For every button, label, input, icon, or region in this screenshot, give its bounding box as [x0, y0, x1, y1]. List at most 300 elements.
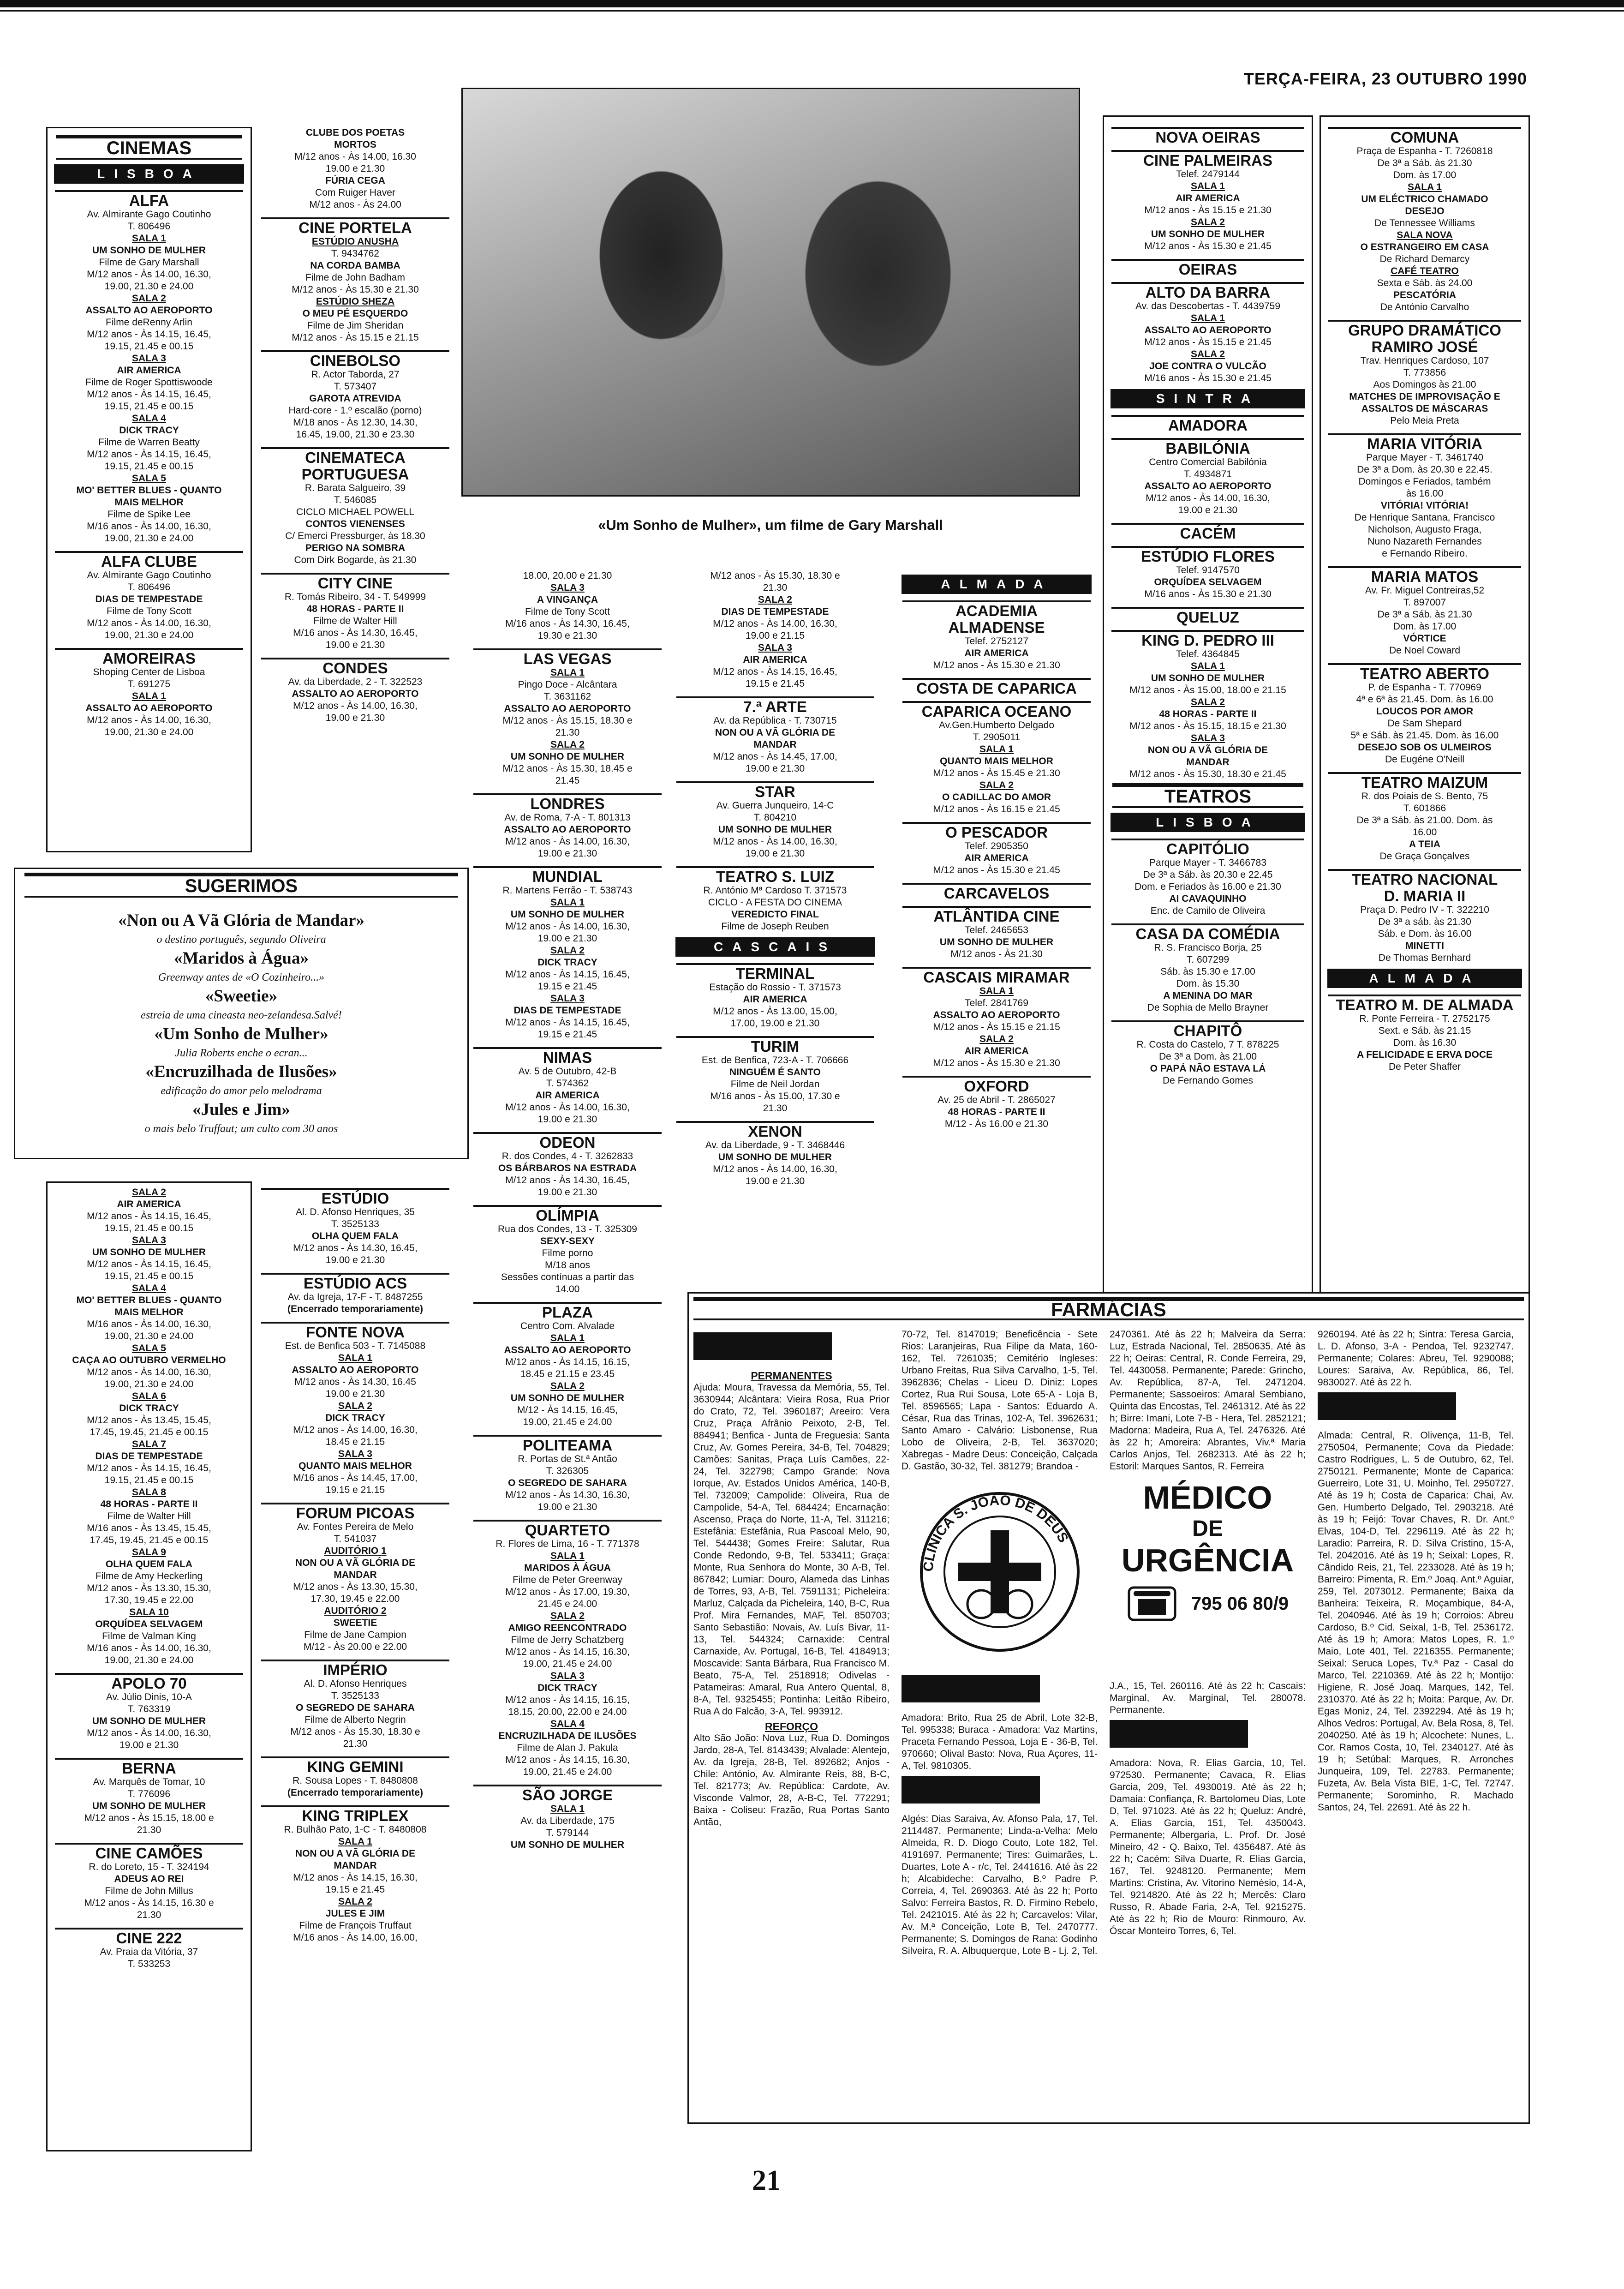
cinemas-column-3	[471, 570, 664, 2148]
listing-line: T. 574362	[546, 1078, 589, 1089]
room-label: SALA 3	[550, 993, 585, 1004]
show-title: MO' BETTER BLUES - QUANTO	[76, 1295, 222, 1306]
listing-line: T. 3525133	[331, 1219, 379, 1229]
listing-line: 14.00	[555, 1284, 580, 1294]
listing-line: 19.15, 21.45 e 00.15	[104, 1223, 194, 1234]
sugerimos-box	[14, 868, 469, 1159]
show-title: UM ELÉCTRICO CHAMADO	[1361, 194, 1488, 204]
listing-line: R. dos Poiais de S. Bento, 75	[1361, 791, 1488, 802]
listing-line: Sessões contínuas a partir das	[501, 1272, 634, 1282]
listing-line: Filme de Tony Scott	[525, 606, 610, 617]
show-title: AIR AMERICA	[117, 1199, 181, 1210]
listing-line: De Graça Gonçalves	[1379, 851, 1470, 862]
listing-line: M/12 anos - Às 14.30, 16.45	[294, 1377, 416, 1387]
pharmacy-text: 9260194. Até às 22 h; Sintra: Teresa Garcia, L. D. Afonso, 3-A - Pendoa, Tel. 9232747. Permanente; Colares: Abreu, Tel. 9290088; Loures: Saraiva, Av. República, 86, Tel. 9830027. Até às 22 h.	[1318, 1329, 1514, 1388]
listing-line: 18.45 e 21.15 e 23.45	[520, 1369, 615, 1379]
listing-line: Filme de Alberto Negrin	[304, 1714, 406, 1725]
listing-line: M/16 anos - Às 14.00, 16.30,	[87, 521, 211, 532]
pharmacy-text: Alto São João: Nova Luz, Rua D. Domingos Jardo, 28-A, Tel. 8143439; Alvalade: Alentejo, Av. da Igreja, 28-B, Tel. 892682; Anjos - Chile: António, Av. Almirante Reis, 88, B-C, Tel. 821773; Av. República: Cardote, Av. Visconde Valmor, 28, A-B-C, Tel. 772291; Baixa - Coliseu: Frazão, Rua Portas Santo Antão,	[693, 1733, 890, 1828]
venue-name: ESTÚDIO	[261, 1188, 449, 1204]
venue-name: FONTE NOVA	[261, 1322, 449, 1338]
listing-line: 19.00, 21.45 e 24.00	[523, 1767, 612, 1777]
listing-line: M/12 anos - Às 15.15, 18.00 e	[84, 1813, 214, 1823]
venue-name: AMADORA	[1111, 415, 1304, 431]
room-label: SALA 2	[758, 594, 792, 605]
listing-line: Av. da Liberdade, 175	[520, 1816, 615, 1826]
listing-line: M/18 anos	[544, 1260, 591, 1270]
listing-line: Enc. de Camilo de Oliveira	[1150, 905, 1266, 916]
room-label: SALA 2	[1191, 697, 1225, 707]
region-bar: ALMADA	[1327, 969, 1522, 988]
suggestion-list	[20, 910, 463, 1137]
listing-line: M/12 anos - Às 14.00, 16.30,	[293, 701, 418, 711]
photo-caption: «Um Sonho de Mulher», um filme de Gary Marshall	[598, 517, 943, 533]
listing-line: 19.00, 21.30 e 24.00	[104, 533, 194, 544]
listing-line: Filme de Gary Marshall	[99, 257, 199, 268]
show-title: DESEJO	[1405, 206, 1445, 216]
listing	[258, 127, 452, 724]
venue-name: NIMAS	[473, 1047, 662, 1064]
listing-line: Filme de Valman King	[102, 1631, 196, 1642]
listing-line: T. 776096	[127, 1789, 171, 1799]
show-title: DICK TRACY	[325, 1413, 385, 1423]
listing-line: Av. Almirante Gago Coutinho	[87, 209, 211, 220]
listing-line: 19.00 e 21.30	[537, 1502, 597, 1512]
show-title: ASSALTO AO AEROPORTO	[1144, 325, 1272, 336]
venue-name: MARIA MATOS	[1328, 566, 1521, 583]
venue-name: OLÍMPIA	[473, 1205, 662, 1222]
room-label: SALA 1	[979, 986, 1014, 996]
show-title: DIAS DE TEMPESTADE	[95, 1451, 203, 1462]
show-title: VITÓRIA! VITÓRIA!	[1380, 500, 1469, 511]
venue-name: MUNDIAL	[473, 866, 662, 883]
venue-name: TEATRO ABERTO	[1328, 663, 1521, 680]
show-title: ASSALTO AO AEROPORTO	[504, 1345, 631, 1355]
listing-line: Aos Domingos às 21.00	[1373, 379, 1476, 390]
venue-name: D. MARIA II	[1384, 887, 1466, 905]
venue-name: ACADEMIA	[902, 600, 1091, 617]
listing-line: Av. Guerra Junqueiro, 14-C	[716, 800, 834, 811]
listing-line: Filme de Walter Hill	[107, 1511, 191, 1522]
show-title: MAIS MELHOR	[114, 497, 184, 508]
listing-line: M/12 anos - Às 14.15, 16.15,	[505, 1695, 630, 1705]
show-title: O ESTRANGEIRO EM CASA	[1360, 242, 1489, 252]
listing-line: M/12 - Às 14.15, 16.45,	[517, 1405, 618, 1415]
suggestion-title: «Non ou A Vã Glória de Mandar»	[118, 911, 364, 930]
listing-line: Telef. 9147570	[1176, 565, 1240, 575]
room-label: SALA 2	[132, 293, 166, 304]
listing-line: T. 546085	[334, 495, 377, 505]
show-title: QUANTO MAIS MELHOR	[940, 756, 1053, 767]
listing-line: M/16 anos - Às 14.00, 16.30,	[87, 1319, 211, 1330]
listing-line: T. 773856	[1403, 367, 1446, 378]
room-label: SALA 3	[132, 1235, 166, 1246]
venue-name: QUELUZ	[1111, 607, 1304, 623]
listing-line: Av. 5 de Outubro, 42-B	[518, 1066, 617, 1077]
suggestion-desc: Julia Roberts enche o ecran...	[175, 1047, 308, 1059]
room-label: AUDITÓRIO 2	[324, 1606, 387, 1616]
listing-line: M/12 anos - Às 14.00, 16.30,	[87, 618, 211, 629]
listing-line: Com Ruiger Haver	[315, 187, 395, 198]
listing-line: T. 763319	[127, 1704, 171, 1714]
listing-line: M/12 anos - Às 14.15, 16.45,	[87, 389, 211, 400]
listing	[900, 575, 1093, 1130]
suggestion-title: «Um Sonho de Mulher»	[154, 1025, 328, 1043]
listing-line: 16.45, 19.00, 21.30 e 23.30	[296, 429, 415, 440]
listing-line: T. 579144	[546, 1828, 589, 1838]
listing-line: Av. 25 de Abril - T. 2865027	[937, 1095, 1056, 1105]
listing-line: Sáb. e Dom. às 16.00	[1378, 929, 1472, 939]
show-title: ASSALTO AO AEROPORTO	[292, 1365, 419, 1375]
listing-line: R. Tomás Ribeiro, 34 - T. 549999	[284, 592, 426, 602]
medico-phone: 795 06 80/9	[1191, 1594, 1289, 1614]
room-label: SALA 8	[132, 1487, 166, 1498]
listing-line: De Tennessee Williams	[1374, 218, 1475, 228]
show-title: A MENINA DO MAR	[1163, 990, 1253, 1001]
room-label: SALA 1	[132, 233, 166, 244]
room-label: SALA 2	[979, 780, 1014, 791]
listing-line: M/12 anos - Às 14.15, 16.30,	[505, 1647, 630, 1657]
show-title: AIR AMERICA	[117, 365, 181, 376]
listing-line: M/12 anos - Às 14.00, 16.30,	[505, 1102, 630, 1113]
listing-line: M/16 anos - Às 14.45, 17.00,	[293, 1473, 418, 1483]
room-label: SALA 2	[979, 1034, 1014, 1044]
listing-line: Filme de Amy Heckerling	[95, 1571, 203, 1582]
listing-line: R. Sousa Lopes - T. 8480808	[293, 1775, 418, 1786]
venue-name: ALFA	[55, 190, 243, 207]
listing-line: M/12 anos - Às 16.15 e 21.45	[933, 804, 1060, 815]
listing-line: M/12 anos - Às 14.15, 16.15,	[505, 1357, 630, 1367]
pharmacy-col-a	[693, 1329, 890, 1957]
listing-line: 21.30	[555, 727, 580, 738]
room-label: SALA 1	[1191, 181, 1225, 192]
listing-line: T. 3631162	[543, 691, 591, 702]
listing-line: Av. Praia da Vitória, 37	[100, 1947, 198, 1957]
listing-line: 18.00, 20.00 e 21.30	[523, 570, 612, 581]
listing-line: Sext. e Sáb. às 21.15	[1378, 1025, 1471, 1036]
room-label: SALA 9	[132, 1547, 166, 1558]
page-number: 21	[752, 2165, 781, 2196]
venue-name: ALMADENSE	[948, 619, 1045, 636]
show-title: ASSALTOS DE MÁSCARAS	[1361, 403, 1488, 414]
listing-line: 19.00, 21.30 e 24.00	[104, 1655, 194, 1666]
show-title: ADEUS AO REI	[114, 1874, 184, 1884]
show-title: O SEGREDO DE SAHARA	[508, 1478, 627, 1488]
listing-line: Rua dos Condes, 13 - T. 325309	[498, 1224, 637, 1234]
listing-line: M/12 anos - Às 14.00, 16.30,	[1146, 493, 1270, 503]
listing-line: 21.30	[137, 1825, 161, 1835]
venue-name: TEATRO MAIZUM	[1328, 772, 1521, 789]
venue-name: PORTUGUESA	[301, 466, 409, 483]
listing-line: 17.00, 19.00 e 21.30	[730, 1018, 820, 1029]
listing-line: De 3ª a sáb. às 21.30	[1378, 917, 1471, 927]
listing-line: Telef. 2752127	[965, 636, 1028, 647]
listing-line: Dom. às 17.00	[1393, 170, 1457, 180]
listing-line: 19.15 e 21.45	[537, 1029, 597, 1040]
listing-line: M/12 anos - Às 15.00, 18.00 e 21.15	[1129, 685, 1286, 695]
cinemas-column-1b	[46, 1181, 252, 2151]
show-title: UM SONHO DE MULHER	[510, 909, 625, 920]
region-bar: LISBOA	[1111, 813, 1305, 832]
room-label: SALA 1	[1191, 313, 1225, 324]
show-title: AIR AMERICA	[535, 1090, 600, 1101]
venue-name: CINEMATECA	[261, 447, 449, 464]
listing-line: De 3ª a Sáb. às 21.30	[1377, 609, 1472, 620]
listing-line: M/12 anos - Às 14.45, 17.00,	[713, 751, 837, 762]
listing-line: M/12 anos - Às 13.45, 15.45,	[87, 1415, 211, 1426]
listing-line: T. 691275	[127, 679, 171, 689]
listing-line: Av. Júlio Dinis, 10-A	[106, 1692, 192, 1702]
suggestion-desc: o destino português, segundo Oliveira	[156, 934, 326, 946]
venue-name: CHAPITÔ	[1111, 1020, 1304, 1037]
listing-line: Telef. 4364845	[1176, 649, 1240, 659]
room-label: SALA 1	[338, 1836, 372, 1847]
listing-line: T. 806496	[127, 582, 171, 593]
show-title: MANDAR	[334, 1860, 377, 1871]
cinemas-column-2b	[258, 1181, 452, 2141]
suggestion-title: «Jules e Jim»	[192, 1100, 290, 1119]
listing	[1109, 127, 1307, 1087]
listing-line: 16.00	[1412, 827, 1437, 838]
room-label: SALA 7	[132, 1439, 166, 1450]
listing-line: Av. Fontes Pereira de Melo	[297, 1522, 414, 1532]
show-title: FÚRIA CEGA	[325, 175, 385, 186]
show-title: OS BÁRBAROS NA ESTRADA	[498, 1163, 637, 1174]
listing-line: Av. das Descobertas - T. 4439759	[1135, 301, 1281, 312]
show-title: MAIS MELHOR	[114, 1307, 184, 1318]
listing-line: 19.00 e 21.30	[325, 640, 385, 650]
listing-line: M/12 anos - Às 15.30 e 21.30	[933, 1058, 1060, 1068]
cinemas-column-1	[46, 127, 252, 852]
listing-line: Parque Mayer - T. 3466783	[1149, 857, 1267, 868]
cinemas-column-2	[258, 127, 452, 842]
listing-line: Filme de Peter Greenway	[512, 1575, 623, 1585]
listing-line: Pingo Doce - Alcântara	[518, 679, 617, 690]
venue-name: CINE 222	[55, 1928, 243, 1944]
show-title: 48 HORAS - PARTE II	[100, 1499, 198, 1510]
room-label: SALA 1	[550, 1333, 585, 1343]
region-block	[902, 1675, 1040, 1702]
venue-name: KING D. PEDRO III	[1111, 630, 1304, 647]
listing	[258, 1188, 452, 1944]
show-title: 48 HORAS - PARTE II	[948, 1107, 1045, 1117]
listing-line: Filme de Spike Lee	[107, 509, 191, 520]
listing-line: T. 9434762	[331, 248, 379, 259]
listing-line: M/12 anos - Às 14.30, 16.45,	[293, 1243, 418, 1253]
listing-line: 19.15 e 21.45	[745, 678, 805, 689]
listing-line: às 16.00	[1406, 488, 1444, 499]
venue-name: POLITEAMA	[473, 1435, 662, 1451]
show-title: ASSALTO AO AEROPORTO	[85, 703, 213, 713]
region-bar: CASCAIS	[675, 937, 875, 957]
show-title: ASSALTO AO AEROPORTO	[504, 703, 631, 714]
listing-line: 19.15, 21.45 e 00.15	[104, 1271, 194, 1282]
suggestion-title: «Encruzilhada de Ilusões»	[145, 1062, 337, 1081]
suggestion-desc: o mais belo Truffaut; um culto com 30 anos	[144, 1123, 338, 1135]
listing-line: 19.00 e 21.30	[325, 163, 385, 174]
room-label: SALA 1	[979, 744, 1014, 755]
room-label: ESTÚDIO ANUSHA	[311, 236, 399, 247]
show-title: UM SONHO DE MULHER	[939, 937, 1054, 947]
listing-line: 21.45	[555, 775, 580, 786]
listing-line: M/12 anos - Às 13.00, 15.00,	[713, 1006, 837, 1017]
listing-line: De Noel Coward	[1389, 645, 1461, 656]
show-title: MATCHES DE IMPROVISAÇÃO E	[1349, 391, 1500, 402]
venue-name: CASA DA COMÉDIA	[1111, 923, 1304, 940]
venue-name: ATLÂNTIDA CINE	[902, 906, 1091, 923]
show-title: DICK TRACY	[537, 1683, 597, 1693]
venue-name: COSTA DE CAPARICA	[902, 678, 1091, 695]
pharmacy-text: 70-72, Tel. 8147019; Beneficência - Sete Rios: Laranjeiras, Rua Filipe da Mata, 160-162, Tel. 7261035; Cemitério Ingleses: Urbano Freitas, Rua Silva Carvalho, 1-5, Tel. 3962836; Chelas - Liceu D. Diniz: Lopes Cortez, Rua Rui Sousa, Lote 65-A - Loja B, Tel. 8596565; Lapa - Santos: Eduardo A. César, Rua das Trinas, 102-A, Tel. 3962631; Santo Amaro - Calvário: Lisbonense, Rua Lobo de Oliveira, 2-B, Tel. 3637020; Xabregas - Madre Deus: Conceição, Calçada D. Gastão, 30-32, Tel. 381279; Brandoa -	[902, 1329, 1098, 1472]
room-label: SALA 2	[1191, 349, 1225, 360]
venue-name: CASCAIS MIRAMAR	[902, 967, 1091, 983]
room-label: SALA 4	[550, 1719, 585, 1729]
section-title-teatros: TEATROS	[1112, 783, 1303, 808]
show-title: ORQUÍDEA SELVAGEM	[95, 1619, 203, 1630]
room-label: ESTÚDIO SHEZA	[316, 296, 395, 307]
room-label: SALA 2	[1191, 217, 1225, 228]
room-label: SALA 1	[550, 897, 585, 908]
listing-line: De Sam Shepard	[1387, 718, 1462, 729]
listing-line: 19.00 e 21.30	[537, 848, 597, 859]
region-block	[1318, 1392, 1456, 1420]
venue-name: STAR	[676, 781, 874, 798]
listing-line: Filme deRenny Arlin	[106, 317, 192, 328]
listing-line: Com Dirk Bogarde, às 21.30	[294, 555, 417, 565]
listing-line: M/12 anos - Às 14.00, 16.30,	[87, 1367, 211, 1378]
listing-line: M/12 anos - Às 15.45 e 21.30	[933, 768, 1060, 779]
cinemas-column-5	[900, 570, 1093, 1285]
show-title: VEREDICTO FINAL	[731, 909, 819, 920]
room-label: SALA 1	[1191, 661, 1225, 671]
listing-line: T. 897007	[1403, 597, 1446, 608]
show-title: NON OU A VÃ GLÓRIA DE	[295, 1848, 416, 1859]
venue-name: KING TRIPLEX	[261, 1805, 449, 1822]
venue-name: ODEON	[473, 1132, 662, 1149]
show-title: MO' BETTER BLUES - QUANTO	[76, 485, 222, 496]
listing-line: R. António Mª Cardoso T. 371573	[703, 885, 847, 896]
listing-line: Av. Almirante Gago Coutinho	[87, 570, 211, 581]
listing-line: De 3ª a Dom. às 21.00	[1158, 1051, 1257, 1062]
listing-line: 17.45, 19.45, 21.45 e 00.15	[90, 1535, 209, 1546]
show-title: LOUCOS POR AMOR	[1376, 706, 1474, 717]
listing-line: Sáb. às 15.30 e 17.00	[1160, 966, 1255, 977]
listing-line: T. 607299	[1186, 954, 1230, 965]
listing-line: Nuno Nazareth Fernandes	[1367, 536, 1482, 547]
listing-line: Filme porno	[542, 1248, 593, 1258]
venue-name: LAS VEGAS	[473, 648, 662, 665]
show-title: 48 HORAS - PARTE II	[306, 604, 404, 614]
listing-line: Av. Marquês de Tomar, 10	[93, 1777, 205, 1787]
venue-name: LONDRES	[473, 793, 662, 810]
listing-line: M/12 anos - Às 24.00	[309, 199, 401, 210]
listing-line: e Fernando Ribeiro.	[1382, 548, 1468, 559]
listing-line: 19.00 e 21.30	[745, 848, 805, 859]
suggestion-desc: edificação do amor pelo melodrama	[161, 1085, 322, 1097]
listing-line: M/12 anos - Às 15.30, 18.30 e	[290, 1726, 420, 1737]
venue-name: TEATRO S. LUIZ	[676, 866, 874, 883]
venue-name: GRUPO DRAMÁTICO	[1328, 320, 1521, 336]
listing-line: R. Barata Salgueiro, 39	[304, 483, 406, 493]
listing-line: M/12 - Às 16.00 e 21.30	[944, 1119, 1049, 1129]
listing-line: 19.15 e 21.15	[325, 1485, 385, 1495]
listing-line: T. 806496	[127, 221, 171, 232]
room-label: SALA 2	[550, 1381, 585, 1391]
listing-line: M/12 anos - Às 14.00, 16.30,	[87, 269, 211, 280]
listing-line: 17.45, 19.45, 21.45 e 00.15	[90, 1427, 209, 1438]
show-title: 48 HORAS - PARTE II	[1159, 709, 1257, 719]
listing-line: M/18 anos - Às 12.30, 14.30,	[293, 417, 418, 428]
venue-name: O PESCADOR	[902, 822, 1091, 839]
venue-name: FORUM PICOAS	[261, 1503, 449, 1519]
venue-name: CINE CAMÕES	[55, 1843, 243, 1859]
room-label: SALA 5	[132, 1343, 166, 1354]
show-title: AMIGO REENCONTRADO	[508, 1623, 627, 1633]
listing-line: Filme de John Badham	[305, 272, 405, 283]
listing-line: 19.00 e 21.15	[745, 630, 805, 641]
show-title: DICK TRACY	[119, 1403, 179, 1414]
show-title: MORTOS	[334, 139, 376, 150]
show-title: A VINGANÇA	[537, 594, 598, 605]
show-title: O PAPÁ NÃO ESTAVA LÁ	[1150, 1063, 1266, 1074]
listing-line: Centro Comercial Babilónia	[1149, 457, 1267, 467]
listing-line: 19.00 e 21.30	[325, 1255, 385, 1265]
listing-line: M/12 anos - Às 14.00, 16.30,	[505, 836, 630, 847]
listing-line: M/12 anos - Às 15.15 e 21.45	[1144, 337, 1272, 348]
show-title: MANDAR	[753, 739, 797, 750]
show-title: QUANTO MAIS MELHOR	[299, 1461, 412, 1471]
teatros-column-7	[1320, 115, 1530, 1293]
listing	[52, 190, 246, 738]
section-title-farmacias: FARMÁCIAS	[693, 1297, 1524, 1320]
suggestion-title: «Sweetie»	[205, 987, 278, 1006]
room-label: SALA NOVA	[1397, 230, 1453, 240]
room-label: SALA 3	[338, 1449, 372, 1459]
show-title: AIR AMERICA	[964, 853, 1029, 863]
listing-line: M/16 anos - Às 15.30 e 21.30	[1144, 589, 1272, 599]
listing-line: M/12 anos - Às 14.15, 16.45,	[713, 666, 837, 677]
listing-line: De Henrique Santana, Francisco	[1354, 512, 1495, 523]
listing-line: Filme de Alan J. Pakula	[517, 1743, 618, 1753]
listing-line: T. 601866	[1403, 803, 1446, 814]
venue-name: BABILÓNIA	[1111, 438, 1304, 455]
show-title: PERIGO NA SOMBRA	[305, 543, 406, 553]
venue-name: OEIRAS	[1111, 259, 1304, 276]
venue-name: CACÉM	[1111, 523, 1304, 539]
show-title: ASSALTO AO AEROPORTO	[1144, 481, 1272, 491]
show-title: VÓRTICE	[1403, 633, 1446, 644]
listing-line: R. Martens Ferrão - T. 538743	[502, 885, 633, 896]
venue-name: TURIM	[676, 1036, 874, 1053]
listing-line: C/ Emerci Pressburger, às 18.30	[285, 531, 425, 541]
venue-name: CITY CINE	[261, 573, 449, 589]
listing-line: Sexta e Sáb. às 24.00	[1377, 278, 1473, 288]
listing-line: Filme de John Millus	[105, 1886, 193, 1896]
show-title: UM SONHO DE MULHER	[718, 1152, 832, 1162]
listing-line: P. de Espanha - T. 770969	[1368, 682, 1481, 693]
listing-line: M/16 anos - Às 14.00, 16.30,	[87, 1643, 211, 1654]
show-title: JULES E JIM	[325, 1908, 385, 1919]
room-label: SALA 1	[550, 1551, 585, 1561]
listing-line: M/12 anos - Às 15.30, 18.45 e	[502, 763, 633, 774]
show-title: O CADILLAC DO AMOR	[942, 792, 1051, 803]
pharmacy-text: Amadora: Nova, R. Elias Garcia, 10, Tel. 972530. Permanente; Cavaca, R. Elias Garcia, 209, Tel. 4930019. Até às 22 h; Damaia: Confiança, R. Bartolomeu Dias, Lote D, Tel. 971023. Até às 22 h; Queluz: André, A. Elias Garcia, 151, Tel. 4350043. Permanente; Albergaria, L. Prof. Dr. José Mineiro, 42 - Q. Baixo, Tel. 4356487. Até às 22 h; Cacém: Silva Duarte, R. Elias Garcia, 167, Tel. 9248120. Permanente; Mem Martins: Cristina, Av. Vitorino Nemésio, 14-A, Tel. 9214820. Até às 22 h; Mercês: Claro Russo, R. Abade Faria, 2-A, Tel. 9215275. Até às 22 h; Rio de Mouro: Rinmouro, Av. Óscar Monteiro Torres, 6, Tel.	[1110, 1758, 1306, 1936]
listing-line: Telef. 2905350	[965, 841, 1028, 851]
show-title: DESEJO SOB OS ULMEIROS	[1358, 742, 1492, 753]
show-title: AIR AMERICA	[964, 648, 1029, 659]
listing-line: 19.00, 21.30 e 24.00	[104, 727, 194, 737]
listing-line: De Eugéne O'Neill	[1385, 754, 1465, 765]
